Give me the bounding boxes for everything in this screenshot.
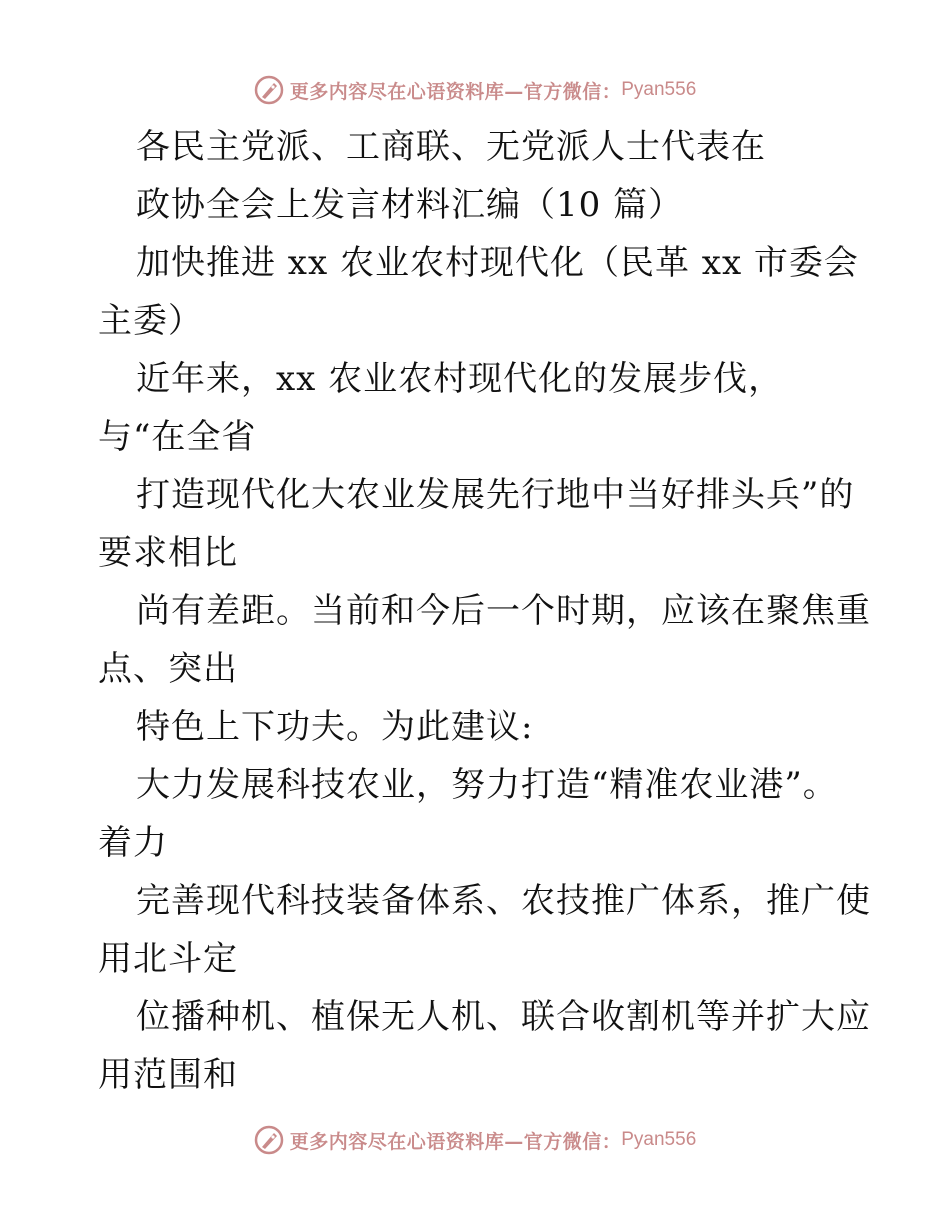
watermark-text: 更多内容尽在心语资料库—官方微信： (289, 1130, 622, 1153)
text-line: 大力发展科技农业，努力打造“精准农业港”。 (136, 765, 838, 805)
text-line: 完善现代科技装备体系、农技推广体系，推广使 (136, 881, 871, 921)
text-line: 用北斗定 (98, 939, 238, 979)
text-line: 打造现代化大农业发展先行地中当好排头兵”的 (136, 475, 855, 515)
text-line: 政协全会上发言材料汇编（10 篇） (136, 185, 684, 225)
text-line: 着力 (98, 823, 168, 863)
text-line: 近年来，xx 农业农村现代化的发展步伐， (136, 359, 784, 399)
text-line: 位播种机、植保无人机、联合收割机等并扩大应 (136, 997, 871, 1037)
text-line: 各民主党派、工商联、无党派人士代表在 (136, 127, 766, 167)
watermark-header (0, 70, 950, 110)
text-line: 特色上下功夫。为此建议: (136, 707, 534, 747)
watermark-footer (0, 1120, 950, 1160)
text-line: 点、突出 (98, 649, 238, 689)
watermark-wechat-id: Pyan556 (621, 79, 697, 100)
text-line: 要求相比 (98, 533, 238, 573)
watermark-text: 更多内容尽在心语资料库—官方微信： (289, 80, 622, 103)
text-line: 主委） (98, 301, 203, 341)
pen-nib-logo-icon (254, 1125, 284, 1155)
document-body (98, 118, 871, 1104)
text-line: 尚有差距。当前和今后一个时期，应该在聚焦重 (136, 591, 871, 631)
text-line: 与“在全省 (98, 417, 257, 457)
text-line: 用范围和 (98, 1055, 238, 1095)
pen-nib-logo-icon (254, 75, 284, 105)
watermark-wechat-id: Pyan556 (621, 1129, 697, 1150)
text-line: 加快推进 xx 农业农村现代化（民革 xx 市委会 (136, 243, 859, 283)
